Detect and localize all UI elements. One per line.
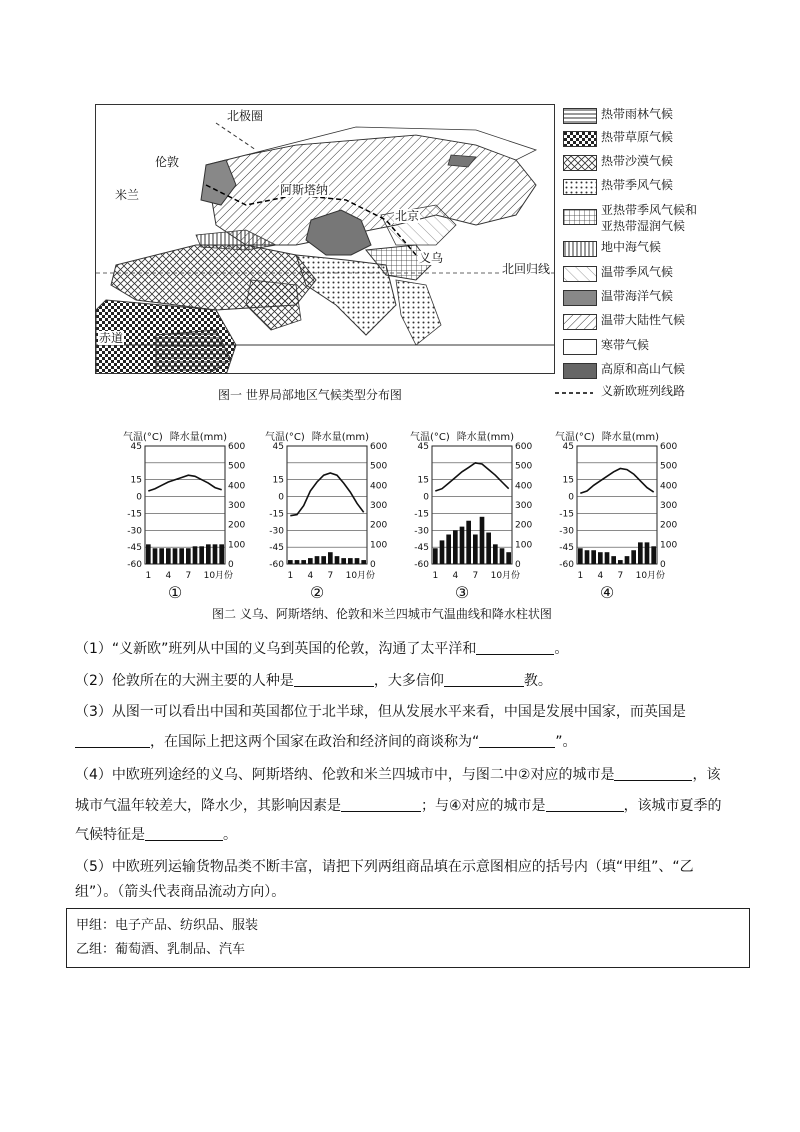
legend-item-railway <box>563 384 733 403</box>
precip-tick-label: 600 <box>370 442 388 452</box>
precip-tick-label: 200 <box>515 520 533 531</box>
equator-label: 赤道 <box>99 331 124 345</box>
precip-bar <box>598 552 603 564</box>
month-tick-label: 7 <box>185 571 192 581</box>
polar-swatch-icon <box>563 339 597 355</box>
temp-tick-label: 45 <box>272 442 284 452</box>
precip-bar <box>288 560 293 564</box>
map-graphic <box>96 105 555 374</box>
q3-mid: ，在国际上把这两个国家在政治和经济间的商谈称为“ <box>150 734 480 750</box>
chart-marker: ④ <box>599 583 615 602</box>
climograph-svg <box>120 424 250 604</box>
chart-marker: ③ <box>454 583 470 602</box>
precip-bar <box>480 517 485 564</box>
q5-text-2: 组”）。（箭头代表商品流动方向）。 <box>75 884 286 900</box>
dashed-line-icon <box>555 385 593 401</box>
month-tick-label: 1 <box>577 571 584 581</box>
precip-tick-label: 0 <box>515 560 521 570</box>
precip-bar <box>301 560 306 564</box>
precip-bar <box>506 552 511 564</box>
precip-bar <box>186 548 191 564</box>
answer-blank[interactable] <box>341 797 421 812</box>
highland-swatch-icon <box>563 363 597 379</box>
temp-tick-label: -45 <box>127 543 142 554</box>
q5-text: （5）中欧班列运输货物品类不断丰富，请把下列两组商品填在示意图相应的括号内（填“甲组”、“乙 <box>75 859 694 875</box>
precip-bar <box>315 556 320 564</box>
temp-tick-label: 15 <box>130 475 142 486</box>
q2-text: （2）伦敦所在的大洲主要的人种是 <box>75 673 294 689</box>
q2-end: 教。 <box>523 673 552 689</box>
precip-tick-label: 100 <box>370 540 388 551</box>
month-tick-label: 7 <box>472 571 479 581</box>
figure2-caption: 图二 义乌、阿斯塔纳、伦敦和米兰四城市气温曲线和降水柱状图 <box>212 607 552 621</box>
temp-axis-title: 气温(°C) <box>265 432 305 443</box>
climograph-3 <box>407 424 533 604</box>
temp-tick-label: -45 <box>414 543 429 554</box>
temp-axis-title: 气温(°C) <box>123 432 163 443</box>
question-1 <box>75 640 568 658</box>
month-tick-label: 1 <box>145 571 152 581</box>
legend-item-tropical-rainforest <box>563 107 733 126</box>
precip-bar <box>199 546 204 564</box>
answer-blank[interactable] <box>145 826 223 841</box>
temp-tick-label: 15 <box>272 475 284 486</box>
astana-label: 阿斯塔纳 <box>280 183 329 197</box>
precip-tick-label: 200 <box>228 520 246 531</box>
q4-e: ，该城市夏季的 <box>623 798 722 814</box>
q4-text: （4）中欧班列途经的义乌、阿斯塔纳、伦敦和米兰四城市中，与图二中②对应的城市是 <box>75 767 615 783</box>
plot-frame <box>287 446 367 564</box>
precip-bar <box>440 540 445 564</box>
precip-bar <box>341 558 346 564</box>
month-tick-label: 10月份 <box>345 571 376 581</box>
temp-axis-title: 气温(°C) <box>555 432 595 443</box>
q2-mid: ，大多信仰 <box>373 673 444 689</box>
precip-tick-label: 300 <box>370 501 388 511</box>
q4-g: 。 <box>223 827 237 843</box>
precip-tick-label: 500 <box>660 461 678 472</box>
mediterranean-swatch-icon <box>563 241 597 257</box>
desert-swatch-icon <box>563 155 597 171</box>
london-label: 伦敦 <box>155 155 180 169</box>
beijing-label: 北京 <box>395 209 420 223</box>
precip-bar <box>466 521 471 564</box>
legend-item-highland <box>563 362 733 381</box>
precip-bar <box>166 548 171 564</box>
temp-tick-label: -45 <box>559 543 574 554</box>
legend-label: 温带海洋气候 <box>601 289 674 303</box>
precip-bar <box>585 550 590 564</box>
precip-bar <box>611 556 616 564</box>
precip-bar <box>460 527 465 564</box>
temp-tick-label: -60 <box>559 560 574 570</box>
precip-tick-label: 500 <box>515 461 533 472</box>
q1-text: （1）“义新欧”班列从中国的义乌到英国的伦敦，沟通了太平洋和 <box>75 641 477 657</box>
monsoon-swatch-icon <box>563 179 597 195</box>
precip-bar <box>453 531 458 564</box>
precip-bar <box>500 548 505 564</box>
temp-tick-label: 0 <box>568 492 574 503</box>
legend-item-polar <box>563 338 733 357</box>
precip-bar <box>591 550 596 564</box>
subtropical-swatch-icon <box>563 209 597 225</box>
legend-label: 热带季风气候 <box>601 178 674 192</box>
month-tick-label: 4 <box>307 571 314 581</box>
precip-bar <box>146 544 151 564</box>
q4-b: ，该 <box>692 767 721 783</box>
precip-axis-title: 降水量(mm) <box>311 432 369 443</box>
answer-blank[interactable] <box>75 733 150 748</box>
answer-blank[interactable] <box>546 797 624 812</box>
question-2 <box>75 672 552 690</box>
q4-f: 气候特征是 <box>75 827 145 843</box>
temp-tick-label: 15 <box>562 475 574 486</box>
precip-tick-label: 200 <box>660 520 678 531</box>
precip-tick-label: 200 <box>370 520 388 531</box>
precip-bar <box>321 556 326 564</box>
precip-tick-label: 600 <box>228 442 246 452</box>
answer-blank[interactable] <box>294 672 374 687</box>
climograph-4 <box>552 424 678 604</box>
legend-label: 热带沙漠气候 <box>601 154 674 168</box>
precip-tick-label: 100 <box>228 540 246 551</box>
month-tick-label: 4 <box>165 571 172 581</box>
legend-item-temperate-monsoon <box>563 265 733 284</box>
month-tick-label: 4 <box>452 571 459 581</box>
answer-blank[interactable] <box>444 672 524 687</box>
climate-map <box>95 104 555 374</box>
precip-tick-label: 300 <box>515 501 533 511</box>
temp-tick-label: -15 <box>127 509 142 520</box>
legend-label: 温带季风气候 <box>601 265 674 279</box>
legend-label: 亚热带湿润气候 <box>601 219 686 233</box>
question-3 <box>75 703 686 721</box>
precip-tick-label: 300 <box>228 501 246 511</box>
precip-tick-label: 600 <box>660 442 678 452</box>
legend-item-subtropical <box>563 203 733 237</box>
precip-bar <box>631 550 636 564</box>
legend-label: 地中海气候 <box>601 240 662 254</box>
precip-tick-label: 600 <box>515 442 533 452</box>
q4-d: ；与④对应的城市是 <box>421 798 546 814</box>
precip-bar <box>446 535 451 565</box>
temp-tick-label: -45 <box>269 543 284 554</box>
q1-end: 。 <box>554 641 569 657</box>
temp-tick-label: -15 <box>559 509 574 520</box>
question-4-cont <box>75 797 722 815</box>
legend-label: 亚热带季风气候和 <box>601 203 698 217</box>
month-tick-label: 10月份 <box>490 571 521 581</box>
temp-tick-label: -30 <box>127 526 142 537</box>
precip-bar <box>193 546 198 564</box>
temp-tick-label: -30 <box>414 526 429 537</box>
climograph-svg <box>262 424 392 604</box>
precip-bar <box>295 560 300 564</box>
q3-end: ”。 <box>555 734 577 750</box>
temp-axis-title: 气温(°C) <box>410 432 450 443</box>
answer-blank[interactable] <box>476 640 554 655</box>
precip-bar <box>173 548 178 564</box>
precip-tick-label: 500 <box>370 461 388 472</box>
question-4-end <box>75 826 237 844</box>
question-5-cont <box>75 883 285 901</box>
precip-bar <box>473 535 478 565</box>
precip-tick-label: 100 <box>515 540 533 551</box>
precip-bar <box>618 560 623 564</box>
month-tick-label: 10月份 <box>203 571 234 581</box>
rainforest-swatch-icon <box>563 108 597 124</box>
legend-item-tropical-desert <box>563 154 733 173</box>
legend-label: 热带雨林气候 <box>601 107 674 121</box>
precip-tick-label: 0 <box>370 560 376 570</box>
precip-axis-title: 降水量(mm) <box>169 432 227 443</box>
temp-tick-label: 45 <box>562 442 574 452</box>
precip-bar <box>361 560 366 564</box>
precip-bar <box>433 548 438 564</box>
precip-bar <box>605 552 610 564</box>
q3-text: （3）从图一可以看出中国和英国都位于北半球，但从发展水平来看，中国是发展中国家，而英国是 <box>75 704 686 720</box>
temp-tick-label: 0 <box>423 492 429 503</box>
temp-tick-label: -60 <box>269 560 284 570</box>
legend-label: 温带大陆性气候 <box>601 313 686 327</box>
precip-tick-label: 300 <box>660 501 678 511</box>
precip-bar <box>206 544 211 564</box>
temp-tick-label: 45 <box>417 442 429 452</box>
precip-bar <box>159 548 164 564</box>
legend-label: 义新欧班列线路 <box>601 384 686 398</box>
month-tick-label: 4 <box>597 571 604 581</box>
precip-bar <box>625 556 630 564</box>
yiwu-label: 义乌 <box>419 251 444 265</box>
legend-item-temperate-maritime <box>563 289 733 308</box>
legend-label: 寒带气候 <box>601 338 650 352</box>
tropic-of-cancer-label: 北回归线 <box>502 262 551 276</box>
temp-tick-label: 0 <box>278 492 284 503</box>
temp-tick-label: -60 <box>127 560 142 570</box>
month-tick-label: 1 <box>432 571 439 581</box>
milan-label: 米兰 <box>115 188 140 202</box>
q4-c: 城市气温年较差大，降水少，其影响因素是 <box>75 798 341 814</box>
goods-groups-box <box>66 908 750 968</box>
question-3-cont <box>75 733 577 751</box>
temp-tick-label: -60 <box>414 560 429 570</box>
answer-blank[interactable] <box>614 766 692 781</box>
precip-tick-label: 500 <box>228 461 246 472</box>
precip-bar <box>153 548 158 564</box>
question-4 <box>75 766 720 784</box>
month-tick-label: 1 <box>287 571 294 581</box>
precip-tick-label: 0 <box>660 560 666 570</box>
question-5 <box>75 858 694 876</box>
temp-tick-label: -30 <box>269 526 284 537</box>
precip-bar <box>348 558 353 564</box>
precip-tick-label: 400 <box>228 481 246 492</box>
chart-marker: ① <box>167 583 183 602</box>
temp-tick-label: -30 <box>559 526 574 537</box>
precip-tick-label: 400 <box>660 481 678 492</box>
precip-bar <box>335 556 340 564</box>
precip-bar <box>355 558 360 564</box>
precip-bar <box>645 542 650 564</box>
continental-swatch-icon <box>563 314 597 330</box>
temperate-monsoon-swatch-icon <box>563 266 597 282</box>
figure1-caption: 图一 世界局部地区气候类型分布图 <box>218 388 402 402</box>
precip-bar <box>308 558 313 564</box>
temp-tick-label: 45 <box>130 442 142 452</box>
precip-tick-label: 0 <box>228 560 234 570</box>
precip-bar <box>493 544 498 564</box>
climograph-svg <box>407 424 537 604</box>
temp-tick-label: 0 <box>136 492 142 503</box>
legend-item-tropical-monsoon <box>563 178 733 197</box>
legend-item-mediterranean <box>563 240 733 259</box>
arctic-circle-label: 北极圈 <box>227 109 264 123</box>
precip-bar <box>578 548 583 564</box>
precip-axis-title: 降水量(mm) <box>456 432 514 443</box>
temp-tick-label: 15 <box>417 475 429 486</box>
legend-item-temperate-continental <box>563 313 733 332</box>
temp-tick-label: -15 <box>414 509 429 520</box>
precip-axis-title: 降水量(mm) <box>601 432 659 443</box>
savanna-swatch-icon <box>563 131 597 147</box>
legend-item-tropical-savanna <box>563 130 733 149</box>
month-tick-label: 10月份 <box>635 571 666 581</box>
precip-bar <box>213 544 218 564</box>
chart-marker: ② <box>309 583 325 602</box>
precip-bar <box>179 548 184 564</box>
precip-bar <box>328 552 333 564</box>
precip-bar <box>638 542 643 564</box>
climograph-svg <box>552 424 682 604</box>
climograph-1 <box>120 424 246 604</box>
climograph-2 <box>262 424 388 604</box>
precip-tick-label: 400 <box>515 481 533 492</box>
month-tick-label: 7 <box>327 571 334 581</box>
answer-blank[interactable] <box>479 733 555 748</box>
temp-tick-label: -15 <box>269 509 284 520</box>
precip-bar <box>219 544 224 564</box>
precip-tick-label: 100 <box>660 540 678 551</box>
group-b: 乙组：葡萄酒、乳制品、汽车 <box>76 942 246 957</box>
legend-label: 高原和高山气候 <box>601 362 686 376</box>
precip-tick-label: 400 <box>370 481 388 492</box>
legend-label: 热带草原气候 <box>601 130 674 144</box>
month-tick-label: 7 <box>617 571 624 581</box>
precip-bar <box>486 533 491 564</box>
group-a: 甲组：电子产品、纺织品、服装 <box>76 918 259 933</box>
maritime-swatch-icon <box>563 290 597 306</box>
precip-bar <box>651 546 656 564</box>
